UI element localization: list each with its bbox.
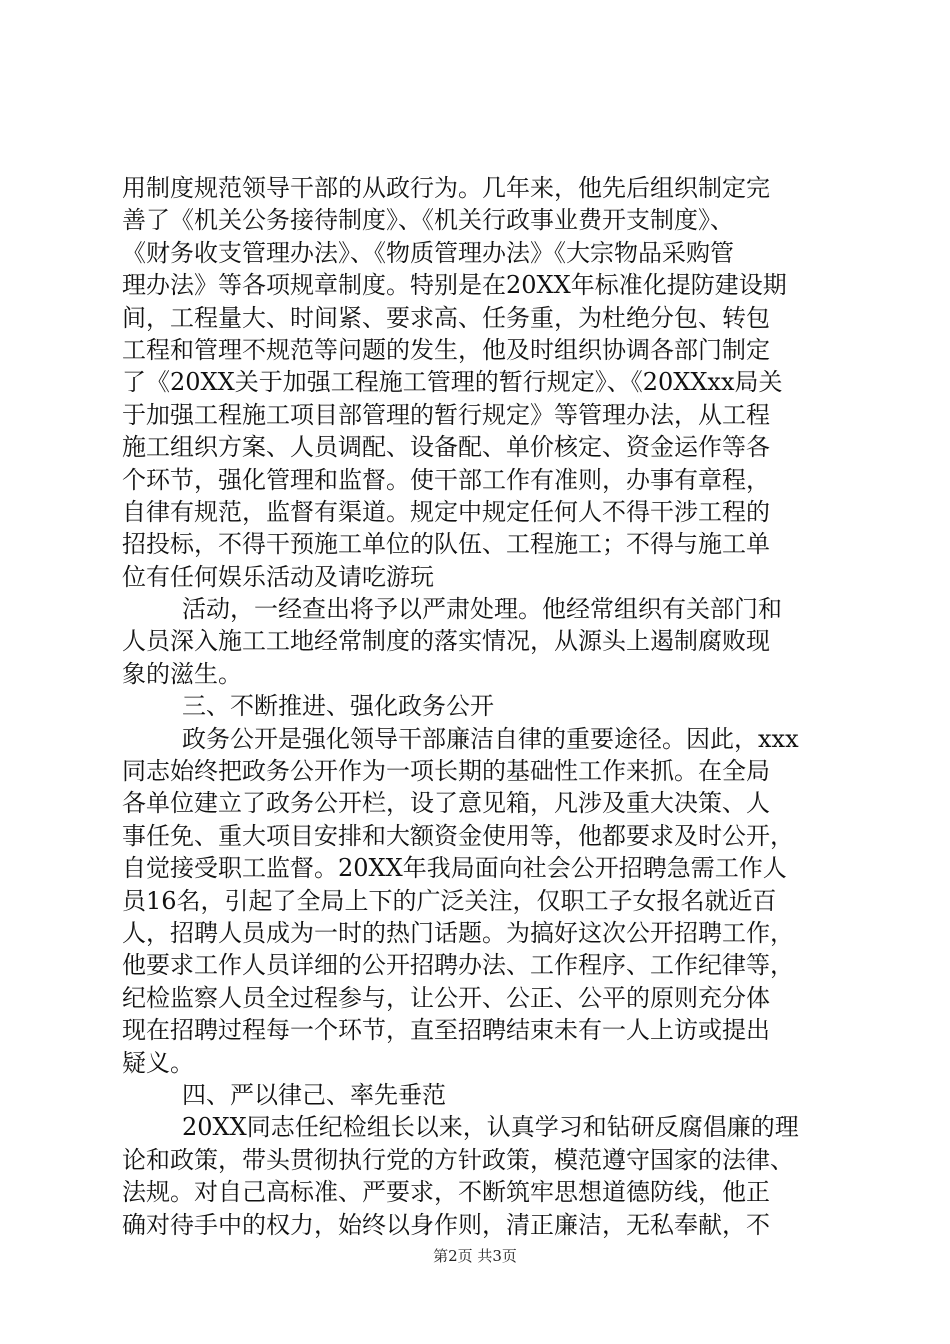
text-line: 法规。对自己高标准、严要求，不断筑牢思想道德防线，他正 — [122, 1178, 770, 1207]
text-line: 政务公开是强化领导干部廉洁自律的重要途径。因此，xxx — [182, 724, 799, 753]
text-line: 工程和管理不规范等问题的发生，他及时组织协调各部门制定 — [122, 335, 770, 364]
text-line: 人员深入施工工地经常制度的落实情况，从源头上遏制腐败现 — [122, 627, 770, 656]
text-line: 事任免、重大项目安排和大额资金使用等，他都要求及时公开， — [122, 821, 794, 850]
text-line: 员16名，引起了全局上下的广泛关注，仅职工子女报名就近百 — [122, 886, 777, 915]
text-line: 施工组织方案、人员调配、设备配、单价核定、资金运作等各 — [122, 433, 770, 462]
text-line: 理办法》等各项规章制度。特别是在20XX年标准化提防建设期 — [122, 271, 787, 300]
text-line: 四、严以律己、率先垂范 — [182, 1080, 446, 1109]
text-line: 位有任何娱乐活动及请吃游玩 — [122, 562, 434, 591]
text-line: 同志始终把政务公开作为一项长期的基础性工作来抓。在全局 — [122, 757, 770, 786]
text-line: 现在招聘过程每一个环节，直至招聘结束未有一人上访或提出 — [122, 1016, 770, 1045]
text-line: 了《20XX关于加强工程施工管理的暂行规定》、《20XXxx局关 — [122, 368, 783, 397]
text-line: 活动，一经查出将予以严肃处理。他经常组织有关部门和 — [182, 595, 782, 624]
text-line: 自觉接受职工监督。20XX年我局面向社会公开招聘急需工作人 — [122, 854, 787, 883]
text-line: 三、不断推进、强化政务公开 — [182, 692, 494, 721]
text-line: 20XX同志任纪检组长以来，认真学习和钻研反腐倡廉的理 — [182, 1113, 799, 1142]
text-line: 用制度规范领导干部的从政行为。几年来，他先后组织制定完 — [122, 174, 770, 202]
text-line: 纪检监察人员全过程参与，让公开、公正、公平的原则充分体 — [122, 983, 770, 1012]
text-line: 于加强工程施工项目部管理的暂行规定》等管理办法，从工程 — [122, 400, 770, 429]
text-line: 个环节，强化管理和监督。使干部工作有准则，办事有章程， — [122, 465, 770, 494]
page-footer: 第2页 共3页 — [433, 1247, 517, 1265]
text-line: 善了《机关公务接待制度》、《机关行政事业费开支制度》、 — [122, 206, 734, 235]
text-line: 间，工程量大、时间紧、要求高、任务重，为杜绝分包、转包 — [122, 303, 770, 332]
text-line: 确对待手中的权力，始终以身作则，清正廉洁，无私奉献，不 — [122, 1210, 770, 1239]
text-line: 自律有规范，监督有渠道。规定中规定任何人不得干涉工程的 — [122, 497, 770, 526]
document-body — [122, 172, 842, 1241]
text-line: 疑义。 — [122, 1048, 194, 1077]
text-line: 各单位建立了政务公开栏，设了意见箱，凡涉及重大决策、人 — [122, 789, 770, 818]
text-line: 象的滋生。 — [122, 659, 242, 688]
text-line: 论和政策，带头贯彻执行党的方针政策，模范遵守国家的法律、 — [122, 1145, 794, 1174]
text-line: 他要求工作人员详细的公开招聘办法、工作程序、工作纪律等， — [122, 951, 794, 980]
text-line: 人，招聘人员成为一时的热门话题。为搞好这次公开招聘工作， — [122, 918, 794, 947]
text-line: 《财务收支管理办法》、《物质管理办法》《大宗物品采购管 — [122, 238, 734, 267]
text-line: 招投标，不得干预施工单位的队伍、工程施工；不得与施工单 — [122, 530, 770, 559]
